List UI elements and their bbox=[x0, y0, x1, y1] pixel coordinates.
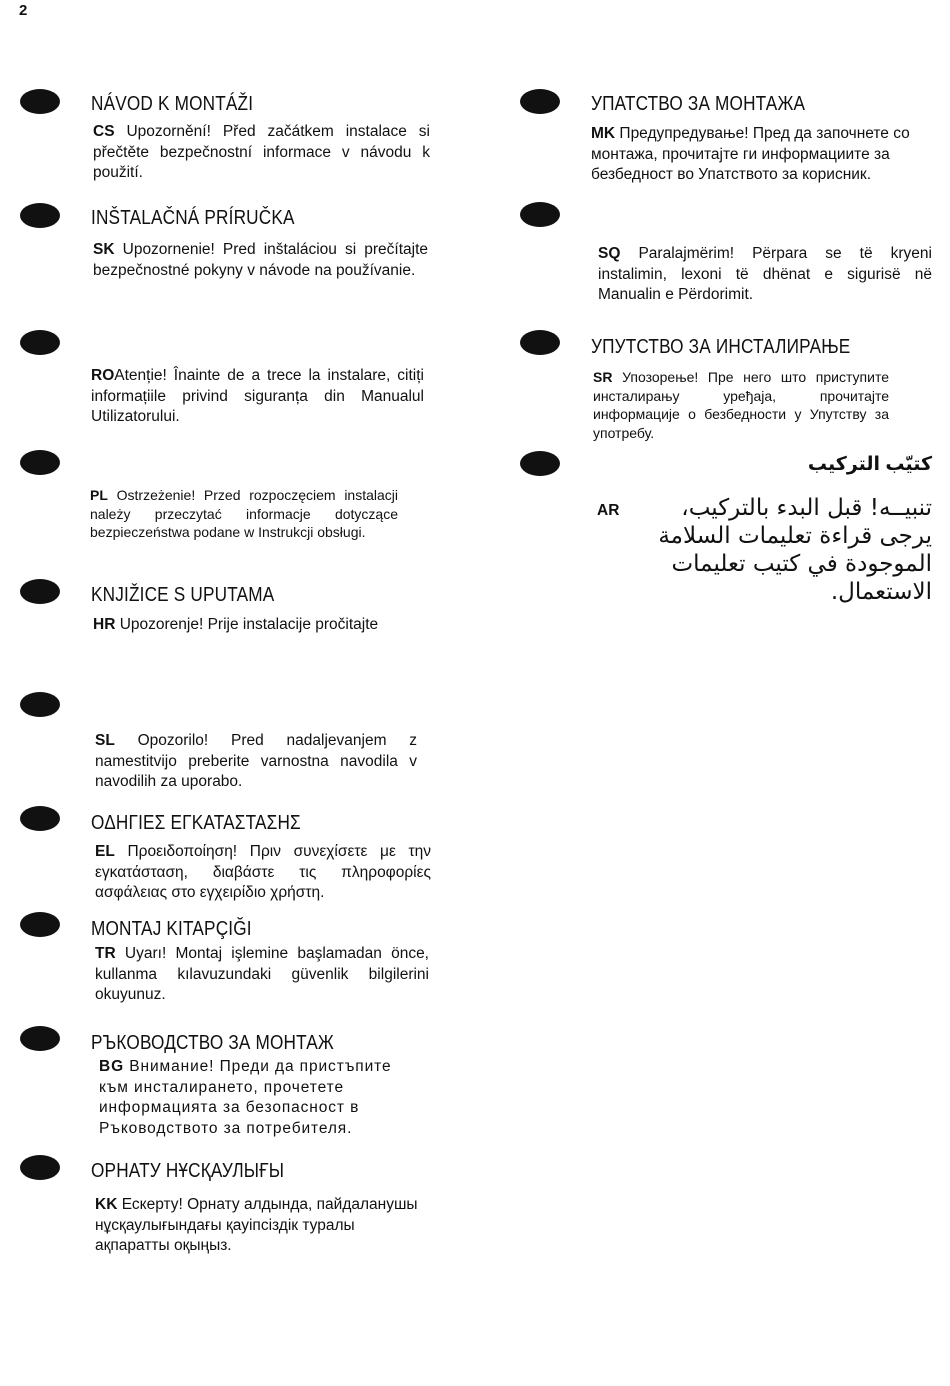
language-code: SQ bbox=[598, 245, 621, 262]
warning-text: Uyarı! Montaj işlemine başlamadan önce, kullanma kılavuzundaki güvenlik bilgilerini okuyunuz. bbox=[95, 945, 429, 1003]
section-text-cs bbox=[93, 122, 430, 184]
language-code: SR bbox=[593, 369, 613, 385]
warning-text: Upozornenie! Pred inštaláciou si prečítajte bezpečnostné pokyny v návode na používanie. bbox=[93, 241, 429, 279]
warning-text: Ескерту! Орнату алдында, пайдаланушы нұсқаулығындағы қауіпсіздік туралы ақпаратты оқыңыз. bbox=[95, 1196, 418, 1254]
warning-text: Внимание! Преди да пристъпите към инсталирането, прочетете информацията за безопасност в Ръководството за потребителя. bbox=[99, 1058, 392, 1137]
warning-text: Opozorilo! Pred nadaljevanjem z namestitvijo preberite varnostna navodila v navodilih za uporabo. bbox=[95, 732, 417, 790]
language-code: CS bbox=[93, 123, 115, 140]
section-marker bbox=[20, 692, 60, 717]
section-marker bbox=[20, 1026, 60, 1051]
section-marker bbox=[20, 203, 60, 228]
section-marker bbox=[520, 451, 560, 476]
section-marker bbox=[520, 202, 560, 227]
warning-text: Предупредување! Пред да започнете со монтажа, прочитајте ги информациите за безбедност во Упатството за корисник. bbox=[591, 125, 910, 183]
warning-text: Προειδοποίηση! Πριν συνεχίσετε με την εγκατάσταση, διαβάστε τις πληροφορίες ασφάλειας στο εγχειρίδιο χρήστη. bbox=[95, 843, 431, 901]
section-text-tr bbox=[95, 944, 429, 1006]
page-number: 2 bbox=[19, 2, 28, 19]
language-code: MK bbox=[591, 125, 616, 142]
section-marker bbox=[520, 330, 560, 355]
section-marker bbox=[20, 806, 60, 831]
language-code-ar: AR bbox=[597, 502, 620, 519]
section-marker bbox=[20, 912, 60, 937]
section-marker bbox=[20, 450, 60, 475]
warning-text: Upozorenje! Prije instalacije pročitajte bbox=[119, 616, 379, 633]
language-code: EL bbox=[95, 843, 115, 860]
section-title-cs: NÁVOD K MONTÁŽI bbox=[91, 93, 254, 115]
section-title-sk: INŠTALAČNÁ PRÍRUČKA bbox=[91, 207, 295, 229]
language-code: PL bbox=[90, 487, 108, 503]
language-code: BG bbox=[99, 1058, 125, 1075]
section-title-sr: УПУТСТВО ЗА ИНСТАЛИРАЊЕ bbox=[591, 336, 851, 358]
warning-text: Atenție! Înainte de a trece la instalare, citiți informațiile privind siguranța din Manualul Utilizatorului. bbox=[91, 367, 424, 425]
section-marker bbox=[520, 89, 560, 114]
section-title-tr: MONTAJ KITAPÇIĞI bbox=[91, 918, 252, 940]
section-text-sk bbox=[93, 240, 428, 281]
section-marker bbox=[20, 1155, 60, 1180]
section-title-el: ΟΔΗΓΙΕΣ ΕΓΚΑΤΑΣΤΑΣΗΣ bbox=[91, 812, 301, 834]
section-text-sl bbox=[95, 731, 417, 793]
language-code: KK bbox=[95, 1196, 118, 1213]
section-title-mk: УПАТСТВО ЗА МОНТАЖА bbox=[591, 93, 806, 115]
section-text-pl bbox=[90, 486, 398, 542]
section-text-ar: تنبيــه! قبل البدء بالتركيب، يرجى قراءة تعليمات السلامة الموجودة في كتيب تعليمات الاستعمال. bbox=[658, 495, 932, 605]
section-marker bbox=[20, 89, 60, 114]
warning-text: Upozornění! Před začátkem instalace si přečtěte bezpečnostní informace v návodu k použití. bbox=[93, 123, 430, 181]
section-text-bg bbox=[99, 1057, 417, 1139]
language-code: HR bbox=[93, 616, 116, 633]
section-title-hr: KNJIŽICE S UPUTAMA bbox=[91, 584, 275, 606]
section-text-hr bbox=[93, 615, 430, 636]
section-text-sr bbox=[593, 368, 889, 442]
language-code: RO bbox=[91, 367, 115, 384]
section-text-sq bbox=[598, 244, 932, 306]
language-code: SL bbox=[95, 732, 115, 749]
language-code: TR bbox=[95, 945, 116, 962]
section-title-bg: РЪКОВОДСТВО ЗА МОНТАЖ bbox=[91, 1032, 334, 1054]
section-text-kk bbox=[95, 1195, 428, 1257]
warning-text: Упозорење! Пре него што приступите инсталирању уређаја, прочитајте информације о безбедности у Упутству за употребу. bbox=[593, 369, 889, 441]
section-title-ar: كتيّب التركيب bbox=[807, 454, 932, 475]
section-title-kk: ОРНАТУ НҰСҚАУЛЫҒЫ bbox=[91, 1160, 285, 1182]
warning-text: Ostrzeżenie! Przed rozpoczęciem instalacji należy przeczytać informacje dotyczące bezpieczeństwa podane w Instrukcji obsługi. bbox=[90, 487, 399, 540]
section-text-mk bbox=[591, 124, 921, 186]
section-marker bbox=[20, 579, 60, 604]
language-code: SK bbox=[93, 241, 115, 258]
warning-text: Paralajmërim! Përpara se të kryeni instalimin, lexoni të dhënat e sigurisë në Manualin e Përdorimit. bbox=[598, 245, 932, 303]
section-marker bbox=[20, 330, 60, 355]
section-text-el bbox=[95, 842, 431, 904]
section-text-ro bbox=[91, 366, 424, 428]
